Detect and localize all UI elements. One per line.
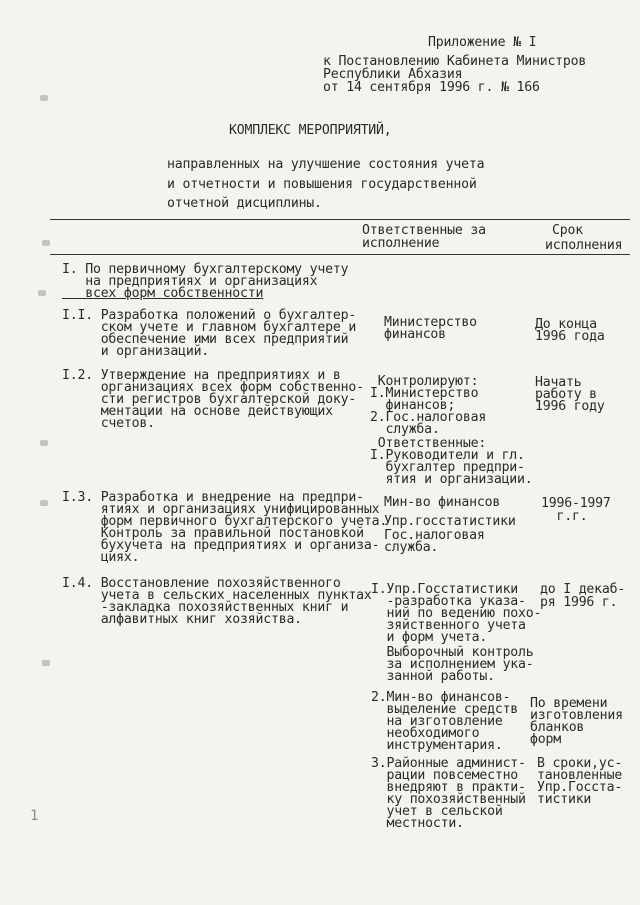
item-deadline: до I декаб- [540,582,626,597]
header-line: к Постановлению Кабинета Министров [323,54,587,69]
staple-mark [40,95,48,101]
item-text: ском учете и главном бухгалтере и [62,320,357,335]
item-deadline: форм [530,732,561,747]
column-header-deadline: исполнения [545,238,623,253]
column-header-deadline: Срок [552,223,583,238]
item-responsible: местности. [371,816,464,831]
item-responsible: Мин-во финансов [384,495,501,510]
header-line: Приложение № I [428,35,537,50]
item-deadline: 1996 года [535,329,605,344]
item-deadline: По времени [530,696,608,711]
subtitle-line: отчетной дисциплины. [167,196,322,211]
item-deadline: 1996 году [535,399,605,414]
item-deadline: бланков [530,720,585,735]
table-top-rule [50,219,630,220]
item-responsible: 3.Районные админист- [371,756,526,771]
item-text: сти регистров бухгалтерской доку- [62,392,357,407]
item-responsible: необходимого [371,726,480,741]
staple-mark [40,440,48,446]
header-line: Республики Абхазия [323,67,463,82]
item-responsible: I.Министерство [370,386,479,401]
document-title: КОМПЛЕКС МЕРОПРИЯТИЙ, [229,123,392,138]
item-deadline: Упр.Госста- [537,780,623,795]
item-responsible: I.Руководители и гл. [370,448,525,463]
item-text: учета в сельских населенных пунктах [62,588,372,603]
item-text: ятиях и организациях унифицированных [62,502,380,517]
section-heading: на предприятиях и организациях [62,274,318,289]
section-heading: всех форм собственности [62,286,264,301]
staple-mark [42,240,50,246]
item-deadline: До конца [535,317,597,332]
item-text: алфавитных книг хозяйства. [62,612,302,627]
item-deadline: 1996-1997 [541,496,611,511]
item-responsible: ку похозяйственный [371,792,526,807]
item-responsible: финансов; [370,398,456,413]
item-responsible: 2.Гос.налоговая [370,410,487,425]
item-responsible: на изготовление [371,714,503,729]
item-text: Контроль за правильной постановкой [62,526,364,541]
staple-mark [40,500,48,506]
item-responsible: -разработка указа- [371,594,526,609]
item-responsible: финансов [384,327,446,342]
item-deadline: Начать [535,375,582,390]
staple-mark [38,290,46,296]
item-responsible: зяйственного учета [371,618,526,633]
item-text: обеспечение ими всех предприятий [62,332,349,347]
item-responsible: Министерство [384,315,477,330]
item-text: счетов. [62,416,155,431]
item-responsible: Ответственные: [370,436,487,451]
item-text: форм первичного бухгалтерского учета. [62,514,388,529]
item-responsible: выделение средств [371,702,519,717]
item-deadline: г.г. [541,509,588,524]
item-responsible: I.Упр.Госстатистики [371,582,519,597]
item-responsible: занной работы. [371,669,495,684]
item-responsible: рации повсеместно [371,768,519,783]
item-responsible: инструментария. [371,738,503,753]
item-text: ментации на основе действующих [62,404,333,419]
item-responsible: внедряют в практи- [371,780,526,795]
item-responsible: служба. [384,540,439,555]
item-responsible: и форм учета. [371,630,488,645]
item-responsible: за исполнением ука- [371,657,534,672]
item-text: и организаций. [62,344,210,359]
item-responsible: учет в сельской [371,804,503,819]
item-text: I.3. Разработка и внедрение на предпри- [62,490,364,505]
item-deadline: ря 1996 г. [540,595,618,610]
item-deadline: тановленные [537,768,623,783]
item-text: I.2. Утверждение на предприятиях и в [62,368,341,383]
column-header-responsible: исполнение [362,236,440,251]
item-responsible: служба. [370,422,440,437]
item-deadline: В сроки,ус- [537,756,623,771]
item-deadline: работу в [535,387,597,402]
table-header-rule [50,254,630,255]
item-responsible: Контролируют: [370,374,479,389]
item-responsible: 2.Мин-во финансов- [371,690,511,705]
item-responsible: Гос.налоговая [384,528,485,543]
item-deadline: изготовления [530,708,623,723]
item-text: циях. [62,550,140,565]
item-text: бухучета на предприятиях и организа- [62,538,380,553]
section-heading: I. По первичному бухгалтерскому учету [62,262,349,277]
item-text: I.4. Восстановление похозяйственного [62,576,341,591]
column-header-responsible: Ответственные за [362,223,486,238]
subtitle-line: и отчетности и повышения государственной [167,177,477,192]
item-text: I.I. Разработка положений о бухгалтер- [62,308,357,323]
item-responsible: ний по ведению похо- [371,606,542,621]
staple-mark [42,660,50,666]
item-text: организациях всех форм собственно- [62,380,364,395]
item-responsible: Упр.госстатистики [384,514,516,529]
header-line: от 14 сентября 1996 г. № 166 [323,80,540,95]
subtitle-line: направленных на улучшение состояния учета [167,157,485,172]
item-responsible: Выборочный контроль [371,645,534,660]
item-deadline: тистики [537,792,592,807]
item-text: -закладка похозяйственных книг и [62,600,349,615]
item-responsible: ятия и организации. [370,472,533,487]
item-responsible: бухгалтер предпри- [370,460,525,475]
page-number-mark: 1 [30,808,39,824]
